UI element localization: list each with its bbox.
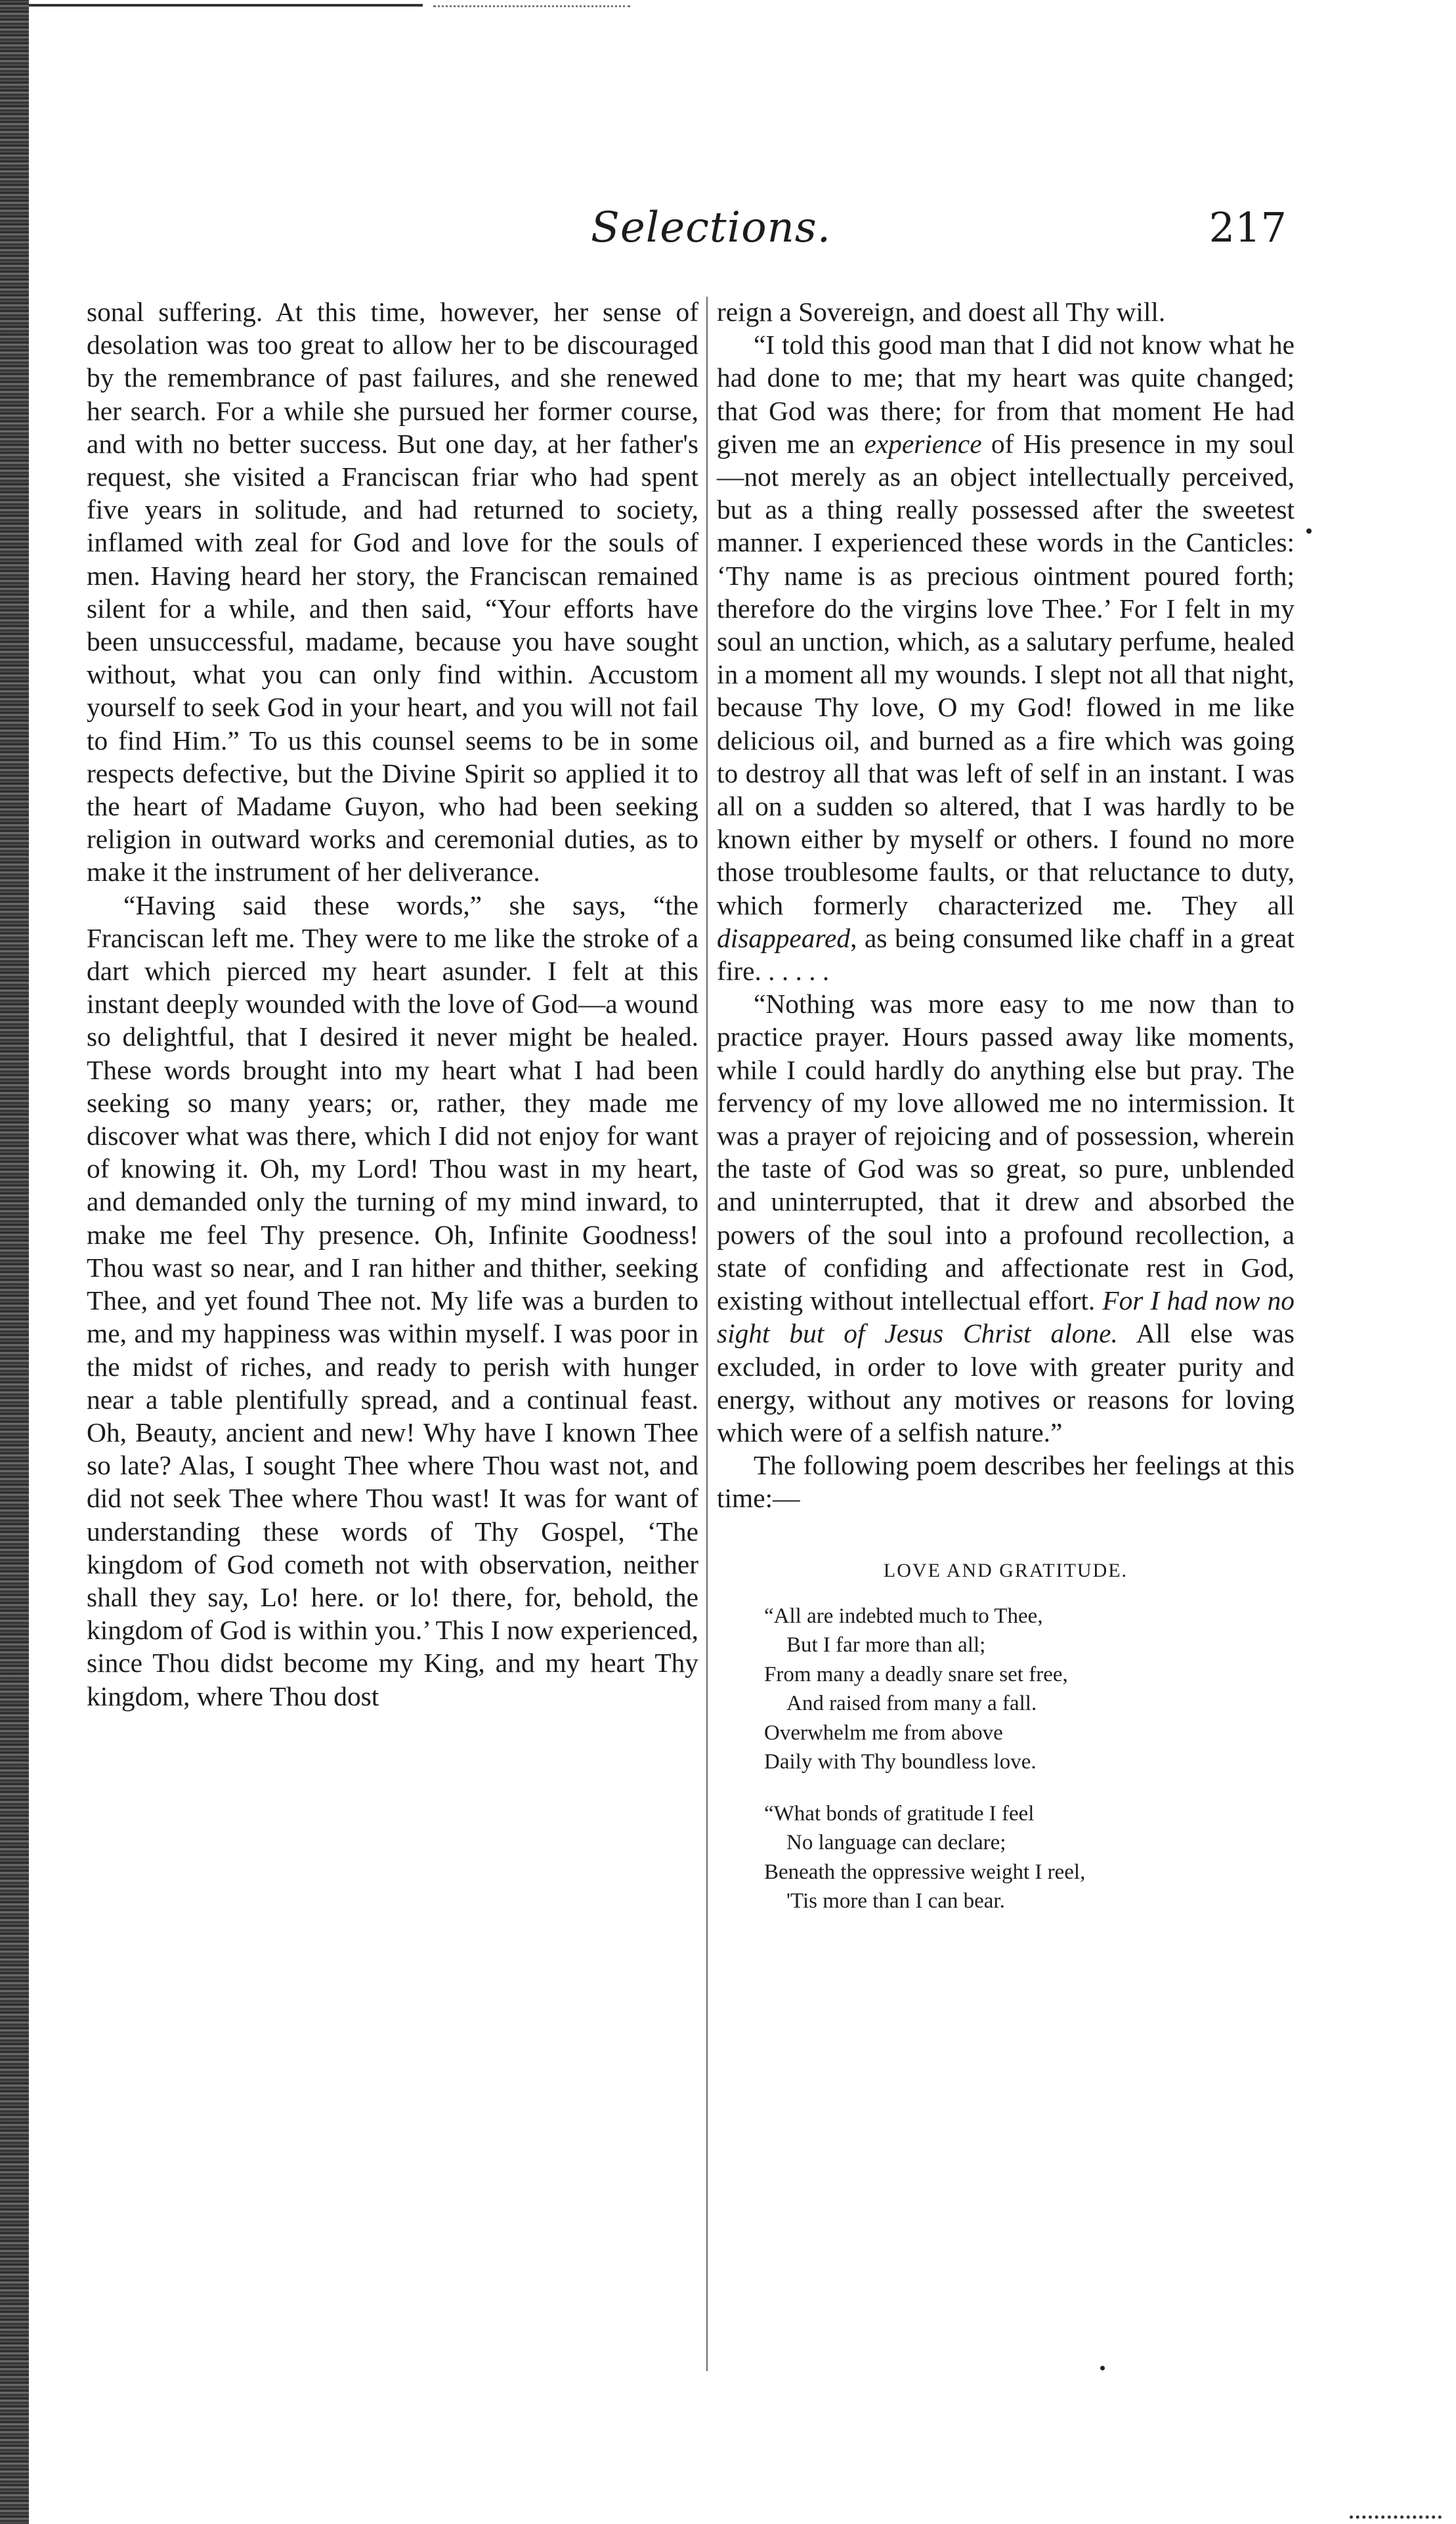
left-column <box>87 295 698 1713</box>
text-run: of His presence in my soul—not merely as an object intellectually perceived, but as a thing really possessed after the sweetest manner. I experienced these words in the Canticles: ‘Thy name is as precious ointment poured forth; therefore do the virgins love Thee.’ For I felt in my soul an unction, which, as a salutary perfume, healed in a moment all my wounds. I slept not all that night, because Thy love, O my God! flowed in me like delicious oil, and burned as a fire which was going to destroy all that was left of self in an instant. I was all on a sudden so altered, that I was hardly to be known either by myself or others. I found no more those troublesome faults, or that reluctance to duty, which formerly characterized me. They all <box>717 428 1295 920</box>
text-run: “Nothing was more easy to me now than to practice prayer. Hours passed away like moments, while I could hardly do anything else but pray. The fervency of my love allowed me no intermission. It was a prayer of rejoicing and of possession, wherein the taste of God was so great, so pure, unblended and uninterrupted, that it drew and absorbed the powers of the soul into a profound recollection, a state of confiding and affectionate rest in God, existing without intellectual effort. <box>717 989 1295 1316</box>
edge-marks <box>1350 2515 1442 2519</box>
poem-line: Beneath the oppressive weight I reel, <box>764 1860 1086 1884</box>
poem-line: “What bonds of gratitude I feel <box>764 1801 1035 1826</box>
top-dotted-rule <box>433 5 630 7</box>
poem-line: 'Tis more than I can bear. <box>786 1889 1005 1914</box>
text-run: “I told this good man that I did not know what he had done to me; that my heart was quite changed; that God was there; for from that moment He had given me an <box>717 330 1295 459</box>
paragraph: sonal suffering. At this time, however, her sense of desolation was too great to allow her to be discouraged by the remembrance of past failures, and she renewed her search. For a while she pursued her former course, and with no better success. But one day, at her father's request, she visited a Franciscan friar who had spent five years in solitude, and had returned to society, inflamed with zeal for God and love for the souls of men. Having heard her story, the Franciscan remained silent for a while, and then said, “Your efforts have been unsuccessful, madame, because you have sought without, what you can only find within. Accustom yourself to seek God in your heart, and you will not fail to find Him.” To us this counsel seems to be in some respects defective, but the Divine Spirit so applied it to the heart of Madame Guyon, who had been seeking religion in outward works and ceremonial duties, as to make it the instrument of her deliverance. <box>87 297 698 888</box>
italic-run: disappeared <box>717 922 851 953</box>
right-column <box>717 295 1295 1938</box>
text-run: All else was excluded, in order to love with greater purity and energy, without any motives or reasons for loving which were of a selfish nature.” <box>717 1318 1295 1447</box>
paragraph <box>717 987 1295 1449</box>
column-rule <box>706 297 708 2371</box>
margin-speck <box>1306 528 1312 534</box>
running-title: Selections. <box>591 203 832 252</box>
poem-line: From many a deadly snare set free, <box>764 1662 1068 1686</box>
poem-line: “All are indebted much to Thee, <box>764 1604 1043 1628</box>
poem-line: Daily with Thy boundless love. <box>764 1750 1037 1774</box>
stray-mark <box>1100 2366 1105 2370</box>
poem-line: And raised from many a fall. <box>786 1692 1037 1716</box>
paragraph-continuation: reign a Sovereign, and doest all Thy will. <box>717 297 1166 327</box>
top-rule <box>29 4 423 7</box>
book-binding-edge <box>0 0 29 2524</box>
running-head <box>460 203 1287 263</box>
italic-run: For I had now no sight but of Jesus Christ alone. <box>717 1285 1295 1349</box>
poem-line: No language can declare; <box>786 1831 1006 1855</box>
poem-stanza <box>764 1799 1295 1916</box>
paragraph: “Having said these words,” she says, “the Franciscan left me. They were to me like the stroke of a dart which pierced my heart asunder. I felt at this instant deeply wounded with the love of God—a wound so delightful, that I desired it never might be healed. These words brought into my heart what I had been seeking so many years; or, rather, they made me discover what was there, which I did not enjoy for want of knowing it. Oh, my Lord! Thou wast in my heart, and demanded only the turning of my mind inward, to make me feel Thy presence. Oh, Infinite Goodness! Thou wast so near, and I ran hither and thither, seeking Thee, and yet found Thee not. My life was a burden to me, and my happiness was within myself. I was poor in the midst of riches, and ready to perish with hunger near a table plentifully spread, and a continual feast. Oh, Beauty, ancient and new! Why have I known Thee so late? Alas, I sought Thee where Thou wast not, and did not seek Thee where Thou wast! It was for want of understanding these words of Thy Gospel, ‘The kingdom of God cometh not with observation, neither shall they say, Lo! here. or lo! there, for, behold, the kingdom of God is within you.’ This I now experienced, since Thou didst become my King, and my heart Thy kingdom, where Thou dost <box>87 889 698 1711</box>
poem-line: Overwhelm me from above <box>764 1721 1003 1745</box>
poem-title: LOVE AND GRATITUDE. <box>883 1559 1128 1581</box>
page-number: 217 <box>1209 203 1287 251</box>
text-run: , as being consumed like chaff in a great fire. . . . . . <box>717 922 1295 987</box>
poem-line: But I far more than all; <box>786 1633 986 1658</box>
poem-stanza <box>764 1602 1295 1777</box>
paragraph: The following poem describes her feelings at this time:— <box>717 1450 1295 1514</box>
italic-run: experience <box>864 428 982 459</box>
paragraph <box>717 328 1295 987</box>
